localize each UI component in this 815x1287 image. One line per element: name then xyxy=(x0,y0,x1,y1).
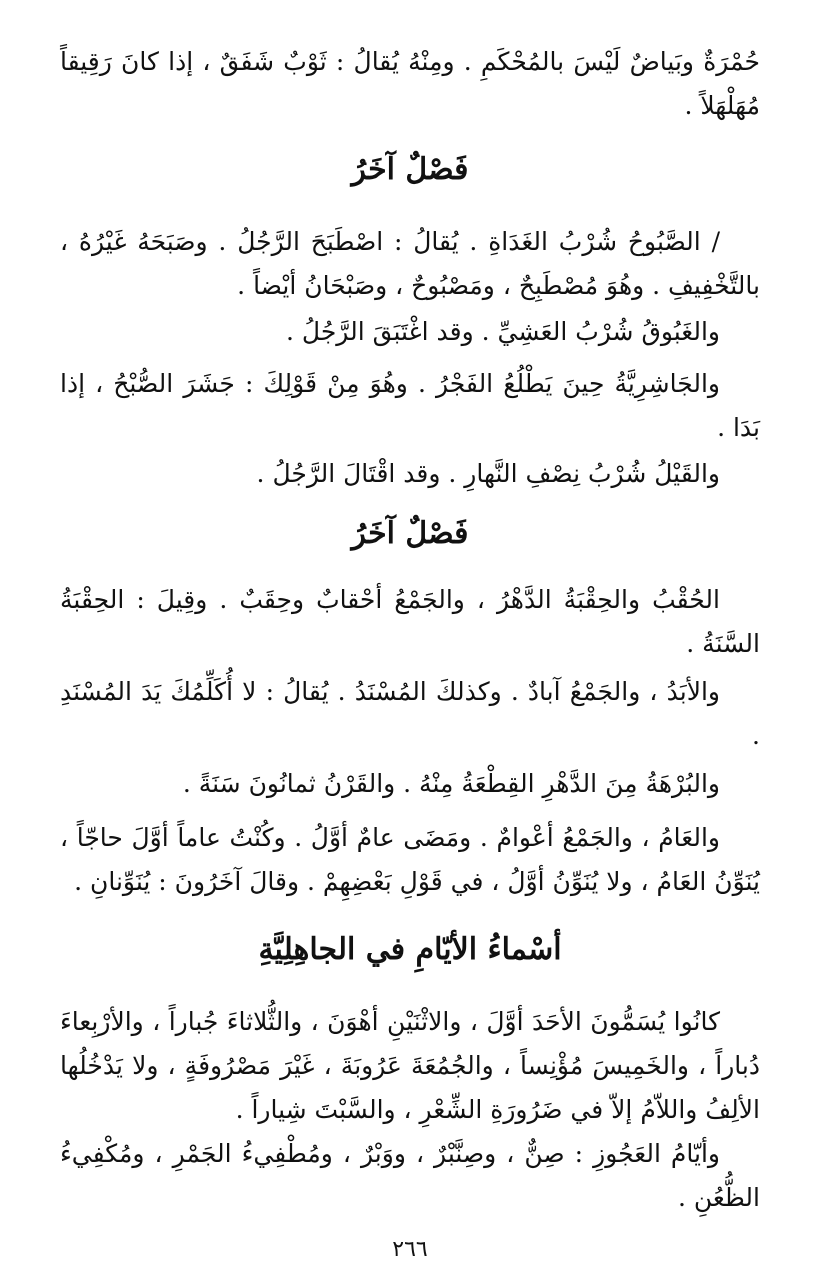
paragraph-3: والغَبُوقُ شُرْبُ العَشِيِّ . وقد اغْتَبَقَ الرَّجُلُ . xyxy=(286,317,720,346)
paragraph-8: والبُرْهَةُ مِنَ الدَّهْرِ القِطْعَةُ مِنْهُ . والقَرْنُ ثمانُونَ سَنَةً . xyxy=(182,769,720,798)
section-heading-1: فَصْلٌ آخَرُ xyxy=(351,152,469,187)
paragraph-2: / الصَّبُوحُ شُرْبُ الغَدَاةِ . يُقالُ : اصْطَبَحَ الرَّجُلُ . وصَبَحَهُ غَيْرُهُ ، بالتَّخْفِيفِ . وهُوَ مُصْطَبِحٌ ، ومَصْبُوحٌ ، وصَبْحَانُ أيْضاً . xyxy=(60,227,760,300)
document-page xyxy=(60,40,760,1270)
paragraph-11: وأيّامُ العَجُوزِ : صِنٌّ ، وصِنَّبْرٌ ، ووَبْرٌ ، ومُطْفِيءُ الجَمْرِ ، ومُكْفِيءُ الظُّعُنِ . xyxy=(60,1139,760,1212)
page-number: ٢٦٦ xyxy=(392,1237,428,1262)
paragraph-9: والعَامُ ، والجَمْعُ أعْوامٌ . ومَضَى عامٌ أوَّلُ . وكُنْتُ عاماً أوَّلَ حاجّاً ، يُنَوِّنُ العَامُ ، ولا يُنَوِّنُ أوَّلُ ، في قَوْلِ بَعْضِهِمْ . وقالَ آخَرُونَ : يُنَوِّنانِ . xyxy=(60,823,760,896)
section-heading-2: فَصْلٌ آخَرُ xyxy=(351,516,469,551)
paragraph-4: والجَاشِرِيَّةُ حِينَ يَطْلُعُ الفَجْرُ . وهُوَ مِنْ قَوْلِكَ : جَشَرَ الصُّبْحُ ، إذا بَدَا . xyxy=(60,369,760,442)
paragraph-5: والقَيْلُ شُرْبُ نِصْفِ النَّهارِ . وقد اقْتَالَ الرَّجُلُ . xyxy=(256,459,720,488)
section-heading-3: أسْماءُ الأيّامِ في الجاهِلِيَّةِ xyxy=(258,932,562,967)
paragraph-6: الحُقْبُ والحِقْبَةُ الدَّهْرُ ، والجَمْعُ أحْقابٌ وحِقَبٌ . وقِيلَ : الحِقْبَةُ السَّنَةُ . xyxy=(60,585,760,658)
paragraph-7: والأبَدُ ، والجَمْعُ آبادٌ . وكذلكَ المُسْنَدُ . يُقالُ : لا أُكَلِّمُكَ يَدَ المُسْنَدِ . xyxy=(60,677,760,750)
paragraph-10: كانُوا يُسَمُّونَ الأحَدَ أوَّلَ ، والاثْنَيْنِ أهْوَنَ ، والثُّلاثاءَ جُباراً ، والأرْبِعاءَ دُباراً ، والخَمِيسَ مُؤْنِساً ، والجُمُعَةَ عَرُوبَةَ ، غَيْرَ مَصْرُوفَةٍ ، ولا يَدْخُلُها الألِفُ واللاّمُ إلاّ في ضَرُورَةِ الشِّعْرِ ، والسَّبْتَ شِياراً . xyxy=(60,1007,760,1124)
paragraph-1: حُمْرَةٌ وبَياضٌ لَيْسَ بالمُحْكَمِ . ومِنْهُ يُقالُ : ثَوْبٌ شَفَقٌ ، إذا كانَ رَقِيقاً مُهَلْهَلاً . xyxy=(60,47,760,120)
